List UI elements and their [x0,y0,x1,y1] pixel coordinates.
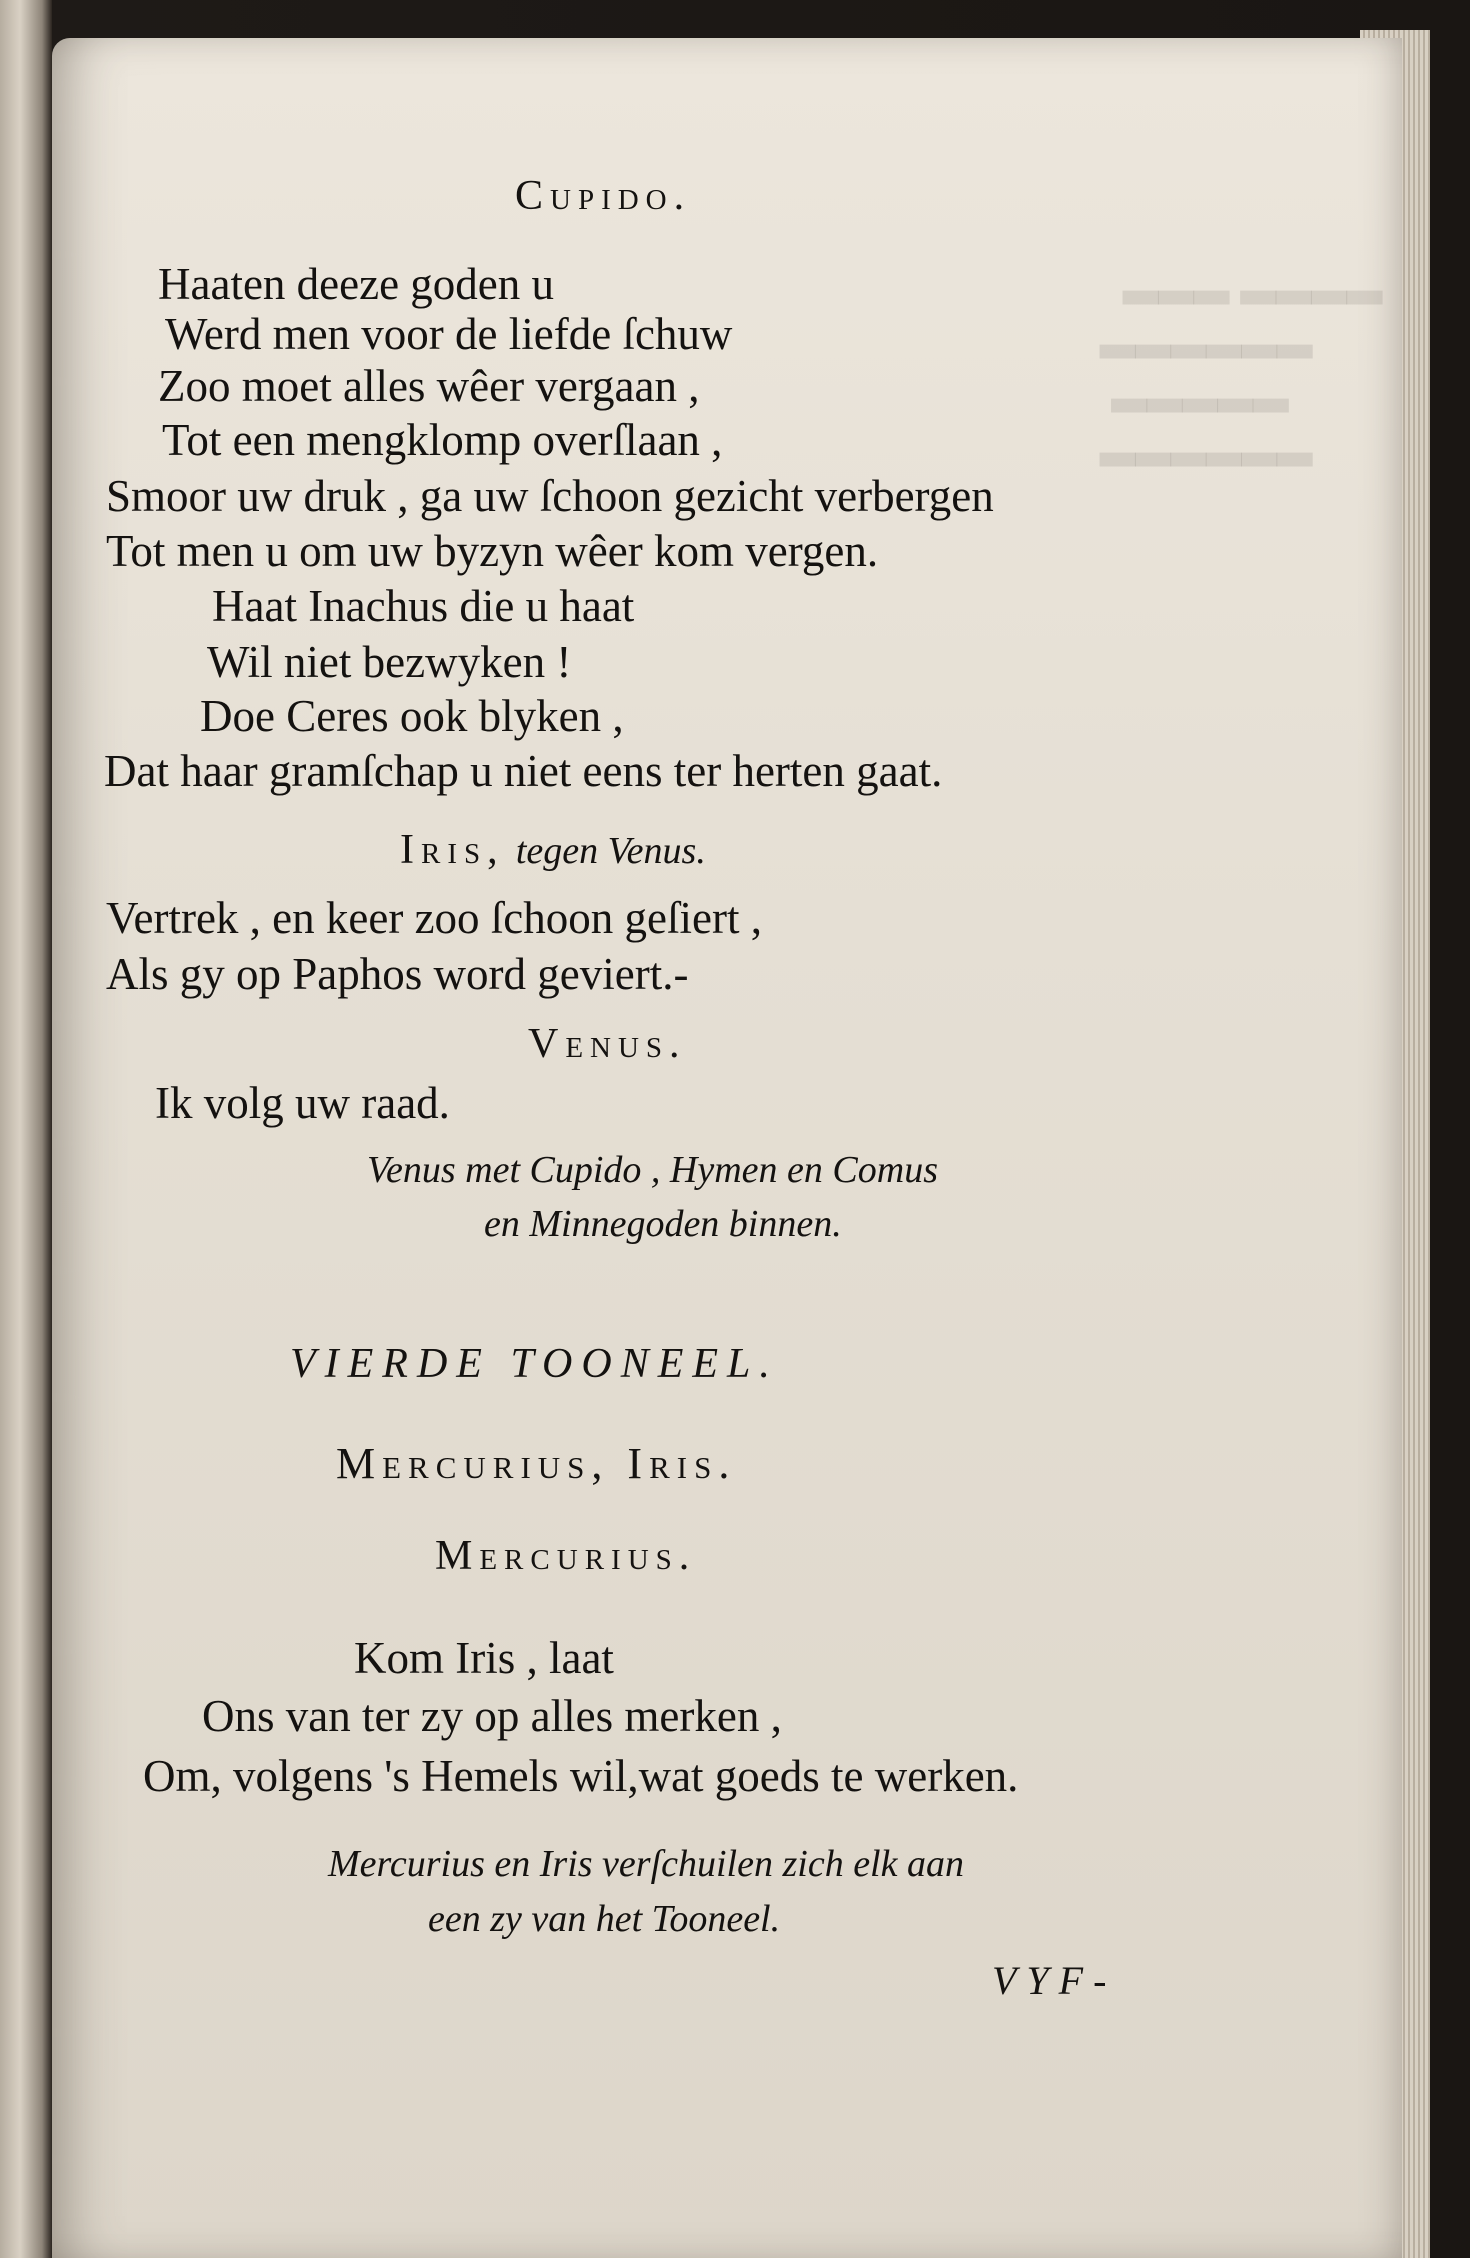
speaker-cupido: Cupido. [515,173,692,219]
speaker-iris-name: Iris, [400,827,505,873]
verse-line: Als gy op Paphos word geviert.- [106,949,689,999]
speaker-mercurius: Mercurius. [435,1533,697,1579]
left-page-edge [0,0,52,2258]
verse-line: Dat haar gramſchap u niet eens ter herten gaat. [104,746,943,796]
verse-line: Zoo moet alles wêer vergaan , [158,361,700,411]
verse-line: Tot een mengklomp overſlaan , [162,415,723,465]
verse-line: Ons van ter zy op alles merken , [202,1691,782,1741]
verse-line: Haaten deeze goden u [158,259,555,309]
scene-title: VIERDE TOONEEL. [290,1341,779,1387]
stage-direction: een zy van het Tooneel. [428,1898,781,1940]
verse-line: Kom Iris , laat [354,1633,614,1683]
verse-line: Wil niet bezwyken ! [207,637,572,687]
verse-line: Vertrek , en keer zoo ſchoon geſiert , [106,893,762,943]
verse-line: Ik volg uw raad. [155,1078,450,1128]
stage-direction: Mercurius en Iris verſchuilen zich elk aan [328,1843,964,1885]
verse-line: Tot men u om uw byzyn wêer kom vergen. [106,526,879,576]
bleed-through: ▂▂▂ ▂▂▂▂ ▂▂▂▂▂▂ ▂▂▂▂▂ ▂▂▂▂▂▂ [1100,252,1383,465]
speaker-iris [400,822,706,874]
catchword: VYF- [992,1958,1117,2003]
stage-direction: Venus met Cupido , Hymen en Comus [367,1149,938,1191]
verse-line: Smoor uw druk , ga uw ſchoon gezicht verbergen [106,471,994,521]
speaker-venus: Venus. [528,1021,687,1067]
verse-line: Om, volgens 's Hemels wil,wat goeds te werken. [143,1751,1019,1801]
verse-line: Werd men voor de liefde ſchuw [165,309,733,359]
stage-direction: en Minnegoden binnen. [484,1203,842,1245]
verse-line: Haat Inachus die u haat [212,581,635,631]
scene-persons: Mercurius, Iris. [336,1439,737,1488]
verse-line: Doe Ceres ook blyken , [200,691,624,741]
speaker-iris-direction: tegen Venus. [515,830,706,872]
